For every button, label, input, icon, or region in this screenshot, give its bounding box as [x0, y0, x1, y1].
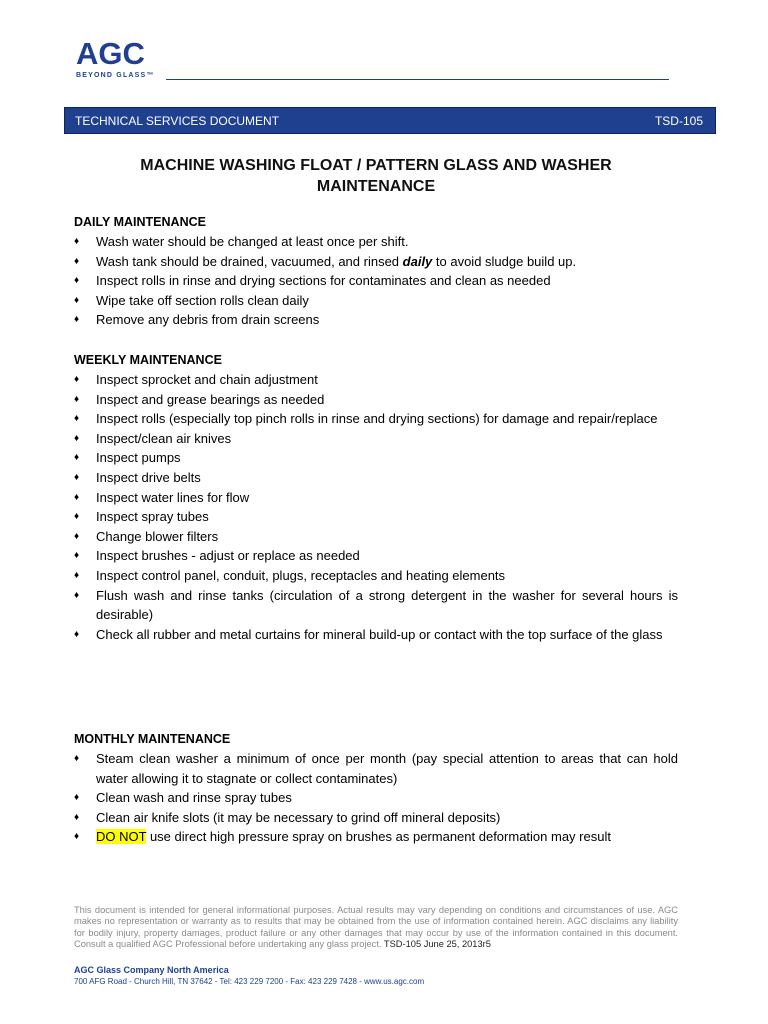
- diamond-bullet-icon: ♦: [74, 491, 80, 503]
- list-item: ♦ Inspect sprocket and chain adjustment: [74, 370, 678, 390]
- list-item: ♦ Steam clean washer a minimum of once per month (pay special attention to areas that can hold water allowing it to stagnate or collect contaminates): [74, 751, 678, 786]
- list-item: ♦ Remove any debris from drain screens: [74, 310, 678, 330]
- diamond-bullet-icon: ♦: [74, 471, 80, 483]
- list-item: ♦ Change blower filters: [74, 527, 678, 547]
- diamond-bullet-icon: ♦: [74, 511, 80, 523]
- document-header-bar: [64, 107, 716, 134]
- list-item: ♦ Check all rubber and metal curtains for mineral build-up or contact with the top surface of the glass: [74, 625, 678, 645]
- emphasis-daily: daily: [402, 253, 433, 269]
- list-item: ♦ Clean air knife slots (it may be necessary to grind off mineral deposits): [74, 808, 678, 828]
- diamond-bullet-icon: ♦: [74, 530, 80, 542]
- diamond-bullet-icon: ♦: [74, 753, 80, 764]
- diamond-bullet-icon: ♦: [74, 831, 80, 843]
- section-heading: DAILY MAINTENANCE: [74, 215, 206, 229]
- do-not-highlight: DO NOT: [96, 829, 147, 845]
- list-item: ♦ Inspect water lines for flow: [74, 488, 678, 508]
- diamond-bullet-icon: ♦: [74, 550, 80, 562]
- list-item: ♦ Inspect rolls in rinse and drying sections for contaminates and clean as needed: [74, 271, 678, 291]
- header-rule: [166, 79, 669, 80]
- diamond-bullet-icon: ♦: [74, 374, 80, 385]
- section-heading: MONTHLY MAINTENANCE: [74, 732, 231, 746]
- logo-tagline: BEYOND GLASS™: [76, 72, 155, 79]
- disclaimer-text: This document is intended for general informational purposes. Actual results may vary depending on conditions and circumstances of use. AGC makes no representation or warranty as to results that may be obtained from the use of information contained herein. AGC disclaims any liability for bodily injury, property damages, product failure or any other damages that may occur by use of the information contained in this document. Consult a qualified AGC Professional before undertaking any glass project. TSD-105 June 25, 2013r5: [74, 905, 678, 950]
- daily-maintenance-section: [74, 212, 678, 330]
- diamond-bullet-icon: ♦: [74, 569, 80, 581]
- company-name: AGC Glass Company North America: [74, 965, 229, 975]
- list-item: ♦ Wipe take off section rolls clean daily: [74, 291, 678, 311]
- diamond-bullet-icon: ♦: [74, 413, 80, 425]
- list-item: ♦ Inspect drive belts: [74, 468, 678, 488]
- diamond-bullet-icon: ♦: [74, 811, 80, 823]
- logo-wordmark: AGC: [76, 36, 145, 71]
- diamond-bullet-icon: ♦: [74, 792, 80, 804]
- diamond-bullet-icon: ♦: [74, 314, 80, 326]
- document-type: TECHNICAL SERVICES DOCUMENT: [75, 113, 280, 128]
- weekly-maintenance-section: [74, 350, 678, 644]
- list-item: ♦ Wash water should be changed at least once per shift.: [74, 232, 678, 252]
- document-id: TSD-105: [654, 113, 703, 128]
- document-reference: TSD-105 June 25, 2013r5: [383, 939, 491, 950]
- list-item: ♦ DO NOT use direct high pressure spray on brushes as permanent deformation may result: [74, 827, 678, 847]
- company-address: 700 AFG Road - Church Hill, TN 37642 - Tel: 423 229 7200 - Fax: 423 229 7428 - www.us.agc.com: [74, 977, 425, 986]
- diamond-bullet-icon: ♦: [74, 589, 80, 601]
- diamond-bullet-icon: ♦: [74, 393, 80, 405]
- list-item: ♦ Inspect brushes - adjust or replace as needed: [74, 546, 678, 566]
- list-item: ♦ Inspect pumps: [74, 448, 678, 468]
- diamond-bullet-icon: ♦: [74, 452, 80, 464]
- page-title: MACHINE WASHING FLOAT / PATTERN GLASS AND WASHER MAINTENANCE: [140, 157, 612, 195]
- list-item: ♦ Inspect spray tubes: [74, 507, 678, 527]
- list-item: ♦ Flush wash and rinse tanks (circulation of a strong detergent in the washer for several hours is desirable): [74, 587, 678, 623]
- list-item: ♦ Inspect control panel, conduit, plugs, receptacles and heating elements: [74, 566, 678, 586]
- diamond-bullet-icon: ♦: [74, 294, 80, 306]
- diamond-bullet-icon: ♦: [74, 236, 80, 247]
- list-item: ♦ Clean wash and rinse spray tubes: [74, 788, 678, 808]
- diamond-bullet-icon: ♦: [74, 255, 80, 267]
- list-item: ♦ Wash tank should be drained, vacuumed, and rinsed daily to avoid sludge build up.: [74, 252, 678, 272]
- monthly-maintenance-section: [74, 729, 678, 847]
- section-heading: WEEKLY MAINTENANCE: [74, 353, 222, 367]
- diamond-bullet-icon: ♦: [74, 275, 80, 287]
- diamond-bullet-icon: ♦: [74, 432, 80, 444]
- diamond-bullet-icon: ♦: [74, 628, 80, 640]
- list-item: ♦ Inspect/clean air knives: [74, 429, 678, 449]
- agc-logo: [76, 38, 155, 79]
- list-item: ♦ Inspect rolls (especially top pinch rolls in rinse and drying sections) for damage and repair/replace: [74, 409, 678, 429]
- list-item: ♦ Inspect and grease bearings as needed: [74, 390, 678, 410]
